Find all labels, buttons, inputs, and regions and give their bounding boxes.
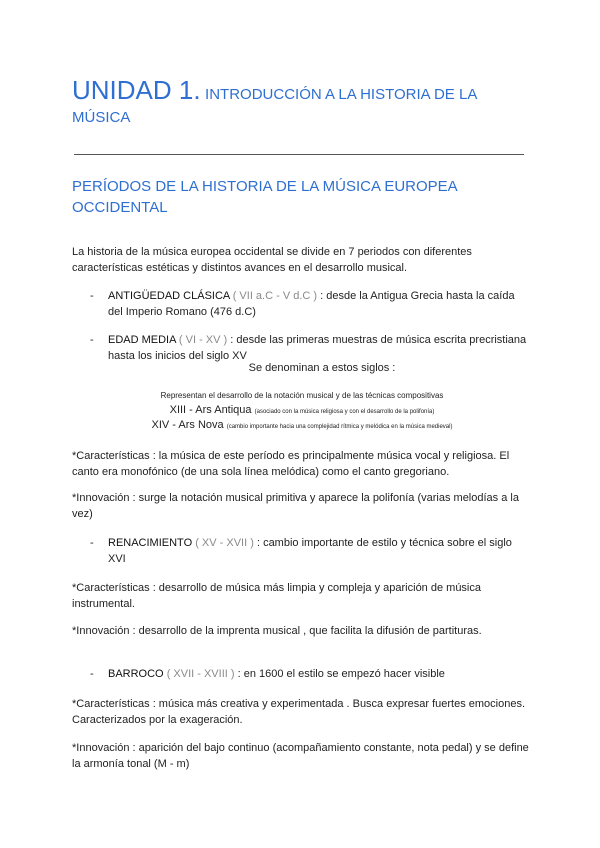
title-unit: UNIDAD 1. (72, 75, 201, 105)
intro-paragraph: La historia de la música europea occidental se divide en 7 periodos con diferentes características estéticas y distintos avances en el desarrollo musical. (72, 246, 472, 274)
bullet-renacimiento: - (90, 537, 94, 549)
horizontal-divider (74, 154, 524, 155)
period-barroco (108, 666, 528, 682)
period-term: ANTIGÜEDAD CLÁSICA (108, 290, 230, 302)
notation-note: Representan el desarrollo de la notación musical y de las técnicas compositivas (160, 391, 444, 400)
period-description: : desde la Antigua Grecia hasta la caída del Imperio Romano (476 d.C) (108, 290, 515, 318)
document-title (72, 74, 532, 127)
barroco-innovation: *Innovación : aparición del bajo continuo (acompañamiento constante, nota pedal) y se define la armonía tonal (M - m) (72, 742, 529, 770)
period-dates: ( VII a.C - V d.C ) (232, 290, 318, 302)
renacimiento-characteristics: *Características : desarrollo de música más limpia y compleja y aparición de música instrumental. (72, 582, 481, 610)
period-dates: ( VI - XV ) (178, 334, 228, 346)
renacimiento-innovation: *Innovación : desarrollo de la imprenta musical , que facilita la difusión de partituras. (72, 625, 482, 637)
bullet-barroco: - (90, 668, 94, 680)
period-description: : en 1600 el estilo se empezó hacer visible (237, 668, 445, 680)
bullet-edad-media: - (90, 334, 94, 346)
period-description: : cambio importante de estilo y técnica sobre el siglo XVI (108, 537, 512, 565)
period-dates: ( XV - XVII ) (195, 537, 254, 549)
period-description: : desde las primeras muestras de música escrita precristiana hasta los inicios del siglo XV (108, 334, 527, 362)
ars-antiqua-line (72, 404, 532, 416)
period-renacimiento (108, 535, 528, 567)
ars-nova-label: XIV - Ars Nova (151, 419, 224, 431)
period-edad-media (108, 332, 528, 364)
ars-antiqua-label: XIII - Ars Antiqua (169, 404, 252, 416)
period-term: BARROCO (108, 668, 164, 680)
ars-nova-line (72, 419, 532, 431)
period-dates: ( XVII - XVIII ) (166, 668, 235, 680)
period-term: RENACIMIENTO (108, 537, 193, 549)
bullet-antiguedad: - (90, 290, 94, 302)
ars-nova-note: (cambio importante hacia una complejidad rítmica y melódica en la música medieval) (226, 424, 453, 430)
section-heading: PERÍODOS DE LA HISTORIA DE LA MÚSICA EUROPEA OCCIDENTAL (72, 178, 457, 216)
centuries-intro: Se denominan a estos siglos : (248, 362, 396, 374)
period-term: EDAD MEDIA (108, 334, 176, 346)
title-topic: INTRODUCCIÓN A LA HISTORIA DE LA (205, 86, 478, 103)
title-topic-continued: MÚSICA (72, 108, 131, 126)
barroco-characteristics: *Características : música más creativa y experimentada . Busca expresar fuertes emociones. Caracterizados por la exageración. (72, 698, 526, 726)
ars-antiqua-note: (asociado con la música religiosa y con el desarrollo de la polifonía) (254, 409, 435, 415)
edad-media-innovation: *Innovación : surge la notación musical primitiva y aparece la polifonía (varias melodías a la vez) (72, 492, 519, 520)
period-antiguedad (108, 288, 528, 320)
edad-media-characteristics: *Características : la música de este período es principalmente música vocal y religiosa. El canto era monofónico (de una sola línea melódica) como el canto gregoriano. (72, 450, 510, 478)
